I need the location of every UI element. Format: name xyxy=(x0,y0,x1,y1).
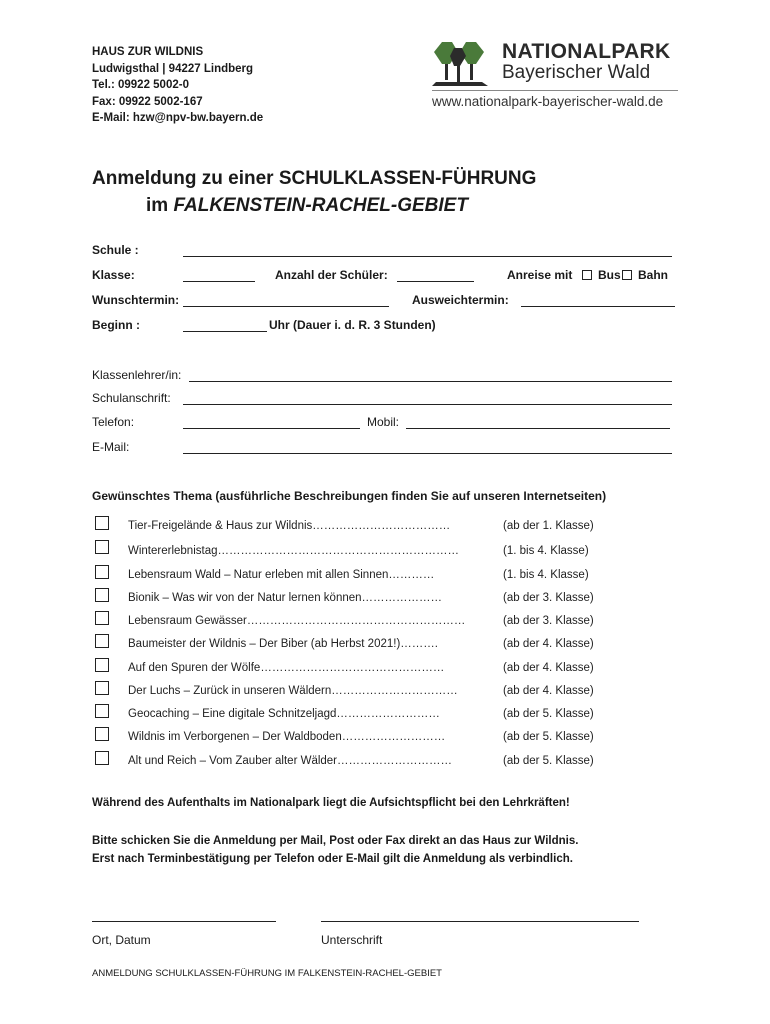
topic-checkbox[interactable] xyxy=(95,727,109,741)
wunschtermin-label: Wunschtermin: xyxy=(92,293,180,307)
supervision-notice: Während des Aufenthalts im Nationalpark liegt die Aufsichtspflicht bei den Lehrkräften! xyxy=(92,797,570,809)
topic-label: Wintererlebnistag……………………………………………………… xyxy=(128,545,459,557)
wunschtermin-field[interactable] xyxy=(183,306,389,307)
topic-label: Geocaching – Eine digitale Schnitzeljagd……………………… xyxy=(128,708,440,720)
form-title: Anmeldung zu einer SCHULKLASSEN-FÜHRUNG xyxy=(92,168,537,189)
topic-checkbox[interactable] xyxy=(95,658,109,672)
topic-grade: (ab der 3. Klasse) xyxy=(503,615,594,627)
mobil-field[interactable] xyxy=(406,428,670,429)
uhr-label: Uhr (Dauer i. d. R. 3 Stunden) xyxy=(269,318,436,332)
topic-grade: (1. bis 4. Klasse) xyxy=(503,569,589,581)
nationalpark-logo xyxy=(432,40,682,120)
topic-grade: (ab der 5. Klasse) xyxy=(503,731,594,743)
topic-checkbox[interactable] xyxy=(95,588,109,602)
topic-grade: (ab der 3. Klasse) xyxy=(503,592,594,604)
logo-subtitle: Bayerischer Wald xyxy=(502,62,651,83)
klassenlehrer-field[interactable] xyxy=(189,381,672,382)
logo-title: NATIONALPARK xyxy=(502,40,671,63)
topic-grade: (ab der 5. Klasse) xyxy=(503,708,594,720)
topic-label: Der Luchs – Zurück in unseren Wäldern…………………………… xyxy=(128,685,458,697)
topic-grade: (ab der 4. Klasse) xyxy=(503,685,594,697)
topic-label: Auf den Spuren der Wölfe………………………………………… xyxy=(128,662,445,674)
ausweichtermin-label: Ausweichtermin: xyxy=(412,293,509,307)
topic-label: Wildnis im Verborgenen – Der Waldboden……………………… xyxy=(128,731,446,743)
schulanschrift-label: Schulanschrift: xyxy=(92,391,171,405)
email-label: E-Mail: xyxy=(92,440,130,454)
telefon-label: Telefon: xyxy=(92,415,135,429)
topic-label: Lebensraum Wald – Natur erleben mit allen Sinnen………… xyxy=(128,569,435,581)
tree-logo-icon xyxy=(432,42,494,88)
topic-checkbox[interactable] xyxy=(95,540,109,554)
address-line: E-Mail: hzw@npv-bw.bayern.de xyxy=(92,112,264,124)
topic-label: Baumeister der Wildnis – Der Biber (ab Herbst 2021!)………. xyxy=(128,638,438,650)
instructions-line: Erst nach Terminbestätigung per Telefon oder E-Mail gilt die Anmeldung als verbindlich. xyxy=(92,853,573,865)
topic-label: Lebensraum Gewässer………………………………………………… xyxy=(128,615,466,627)
logo-divider xyxy=(432,90,678,91)
address-line: HAUS ZUR WILDNIS xyxy=(92,46,204,58)
topic-label: Alt und Reich – Vom Zauber alter Wälder………………………… xyxy=(128,755,453,767)
logo-url: www.nationalpark-bayerischer-wald.de xyxy=(432,94,664,109)
ausweichtermin-field[interactable] xyxy=(521,306,675,307)
topic-grade: (ab der 1. Klasse) xyxy=(503,520,594,532)
topic-grade: (1. bis 4. Klasse) xyxy=(503,545,589,557)
topic-label: Tier-Freigelände & Haus zur Wildnis……………………………… xyxy=(128,520,451,532)
instructions-line: Bitte schicken Sie die Anmeldung per Mail, Post oder Fax direkt an das Haus zur Wildnis. xyxy=(92,835,579,847)
topic-checkbox[interactable] xyxy=(95,611,109,625)
bus-label: Bus xyxy=(598,268,621,282)
address-line: Fax: 09922 5002-167 xyxy=(92,95,203,108)
unterschrift-field[interactable] xyxy=(321,921,639,922)
topic-label: Bionik – Was wir von der Natur lernen können………………… xyxy=(128,592,443,604)
form-subtitle: im FALKENSTEIN-RACHEL-GEBIET xyxy=(146,195,468,216)
topic-grade: (ab der 4. Klasse) xyxy=(503,638,594,650)
schule-field[interactable] xyxy=(183,256,672,257)
address-line: Ludwigsthal | 94227 Lindberg xyxy=(92,62,254,75)
schule-label: Schule : xyxy=(92,243,139,257)
beginn-field[interactable] xyxy=(183,331,267,332)
address-line: Tel.: 09922 5002-0 xyxy=(92,79,189,91)
klasse-field[interactable] xyxy=(183,281,255,282)
ort-datum-label: Ort, Datum xyxy=(92,933,151,947)
topics-heading: Gewünschtes Thema (ausführliche Beschreibungen finden Sie auf unseren Internetseiten) xyxy=(92,489,607,503)
klassenlehrer-label: Klassenlehrer/in: xyxy=(92,368,182,382)
topic-checkbox[interactable] xyxy=(95,704,109,718)
beginn-label: Beginn : xyxy=(92,318,140,332)
email-field[interactable] xyxy=(183,453,672,454)
mobil-label: Mobil: xyxy=(367,415,400,429)
topic-checkbox[interactable] xyxy=(95,751,109,765)
topic-checkbox[interactable] xyxy=(95,681,109,695)
topic-grade: (ab der 5. Klasse) xyxy=(503,755,594,767)
topic-grade: (ab der 4. Klasse) xyxy=(503,662,594,674)
topic-checkbox[interactable] xyxy=(95,634,109,648)
bahn-label: Bahn xyxy=(638,268,668,282)
schulanschrift-field[interactable] xyxy=(183,404,672,405)
anzahl-label: Anzahl der Schüler: xyxy=(275,268,388,282)
topic-checkbox[interactable] xyxy=(95,565,109,579)
address-block xyxy=(92,44,263,127)
bahn-checkbox[interactable] xyxy=(622,270,632,280)
telefon-field[interactable] xyxy=(183,428,360,429)
unterschrift-label: Unterschrift xyxy=(321,933,383,947)
ort-datum-field[interactable] xyxy=(92,921,276,922)
topic-checkbox[interactable] xyxy=(95,516,109,530)
klasse-label: Klasse: xyxy=(92,268,135,282)
page-footer: ANMELDUNG SCHULKLASSEN-FÜHRUNG IM FALKENSTEIN-RACHEL-GEBIET xyxy=(92,968,442,979)
anzahl-field[interactable] xyxy=(397,281,474,282)
anreise-label: Anreise mit xyxy=(507,268,573,282)
bus-checkbox[interactable] xyxy=(582,270,592,280)
